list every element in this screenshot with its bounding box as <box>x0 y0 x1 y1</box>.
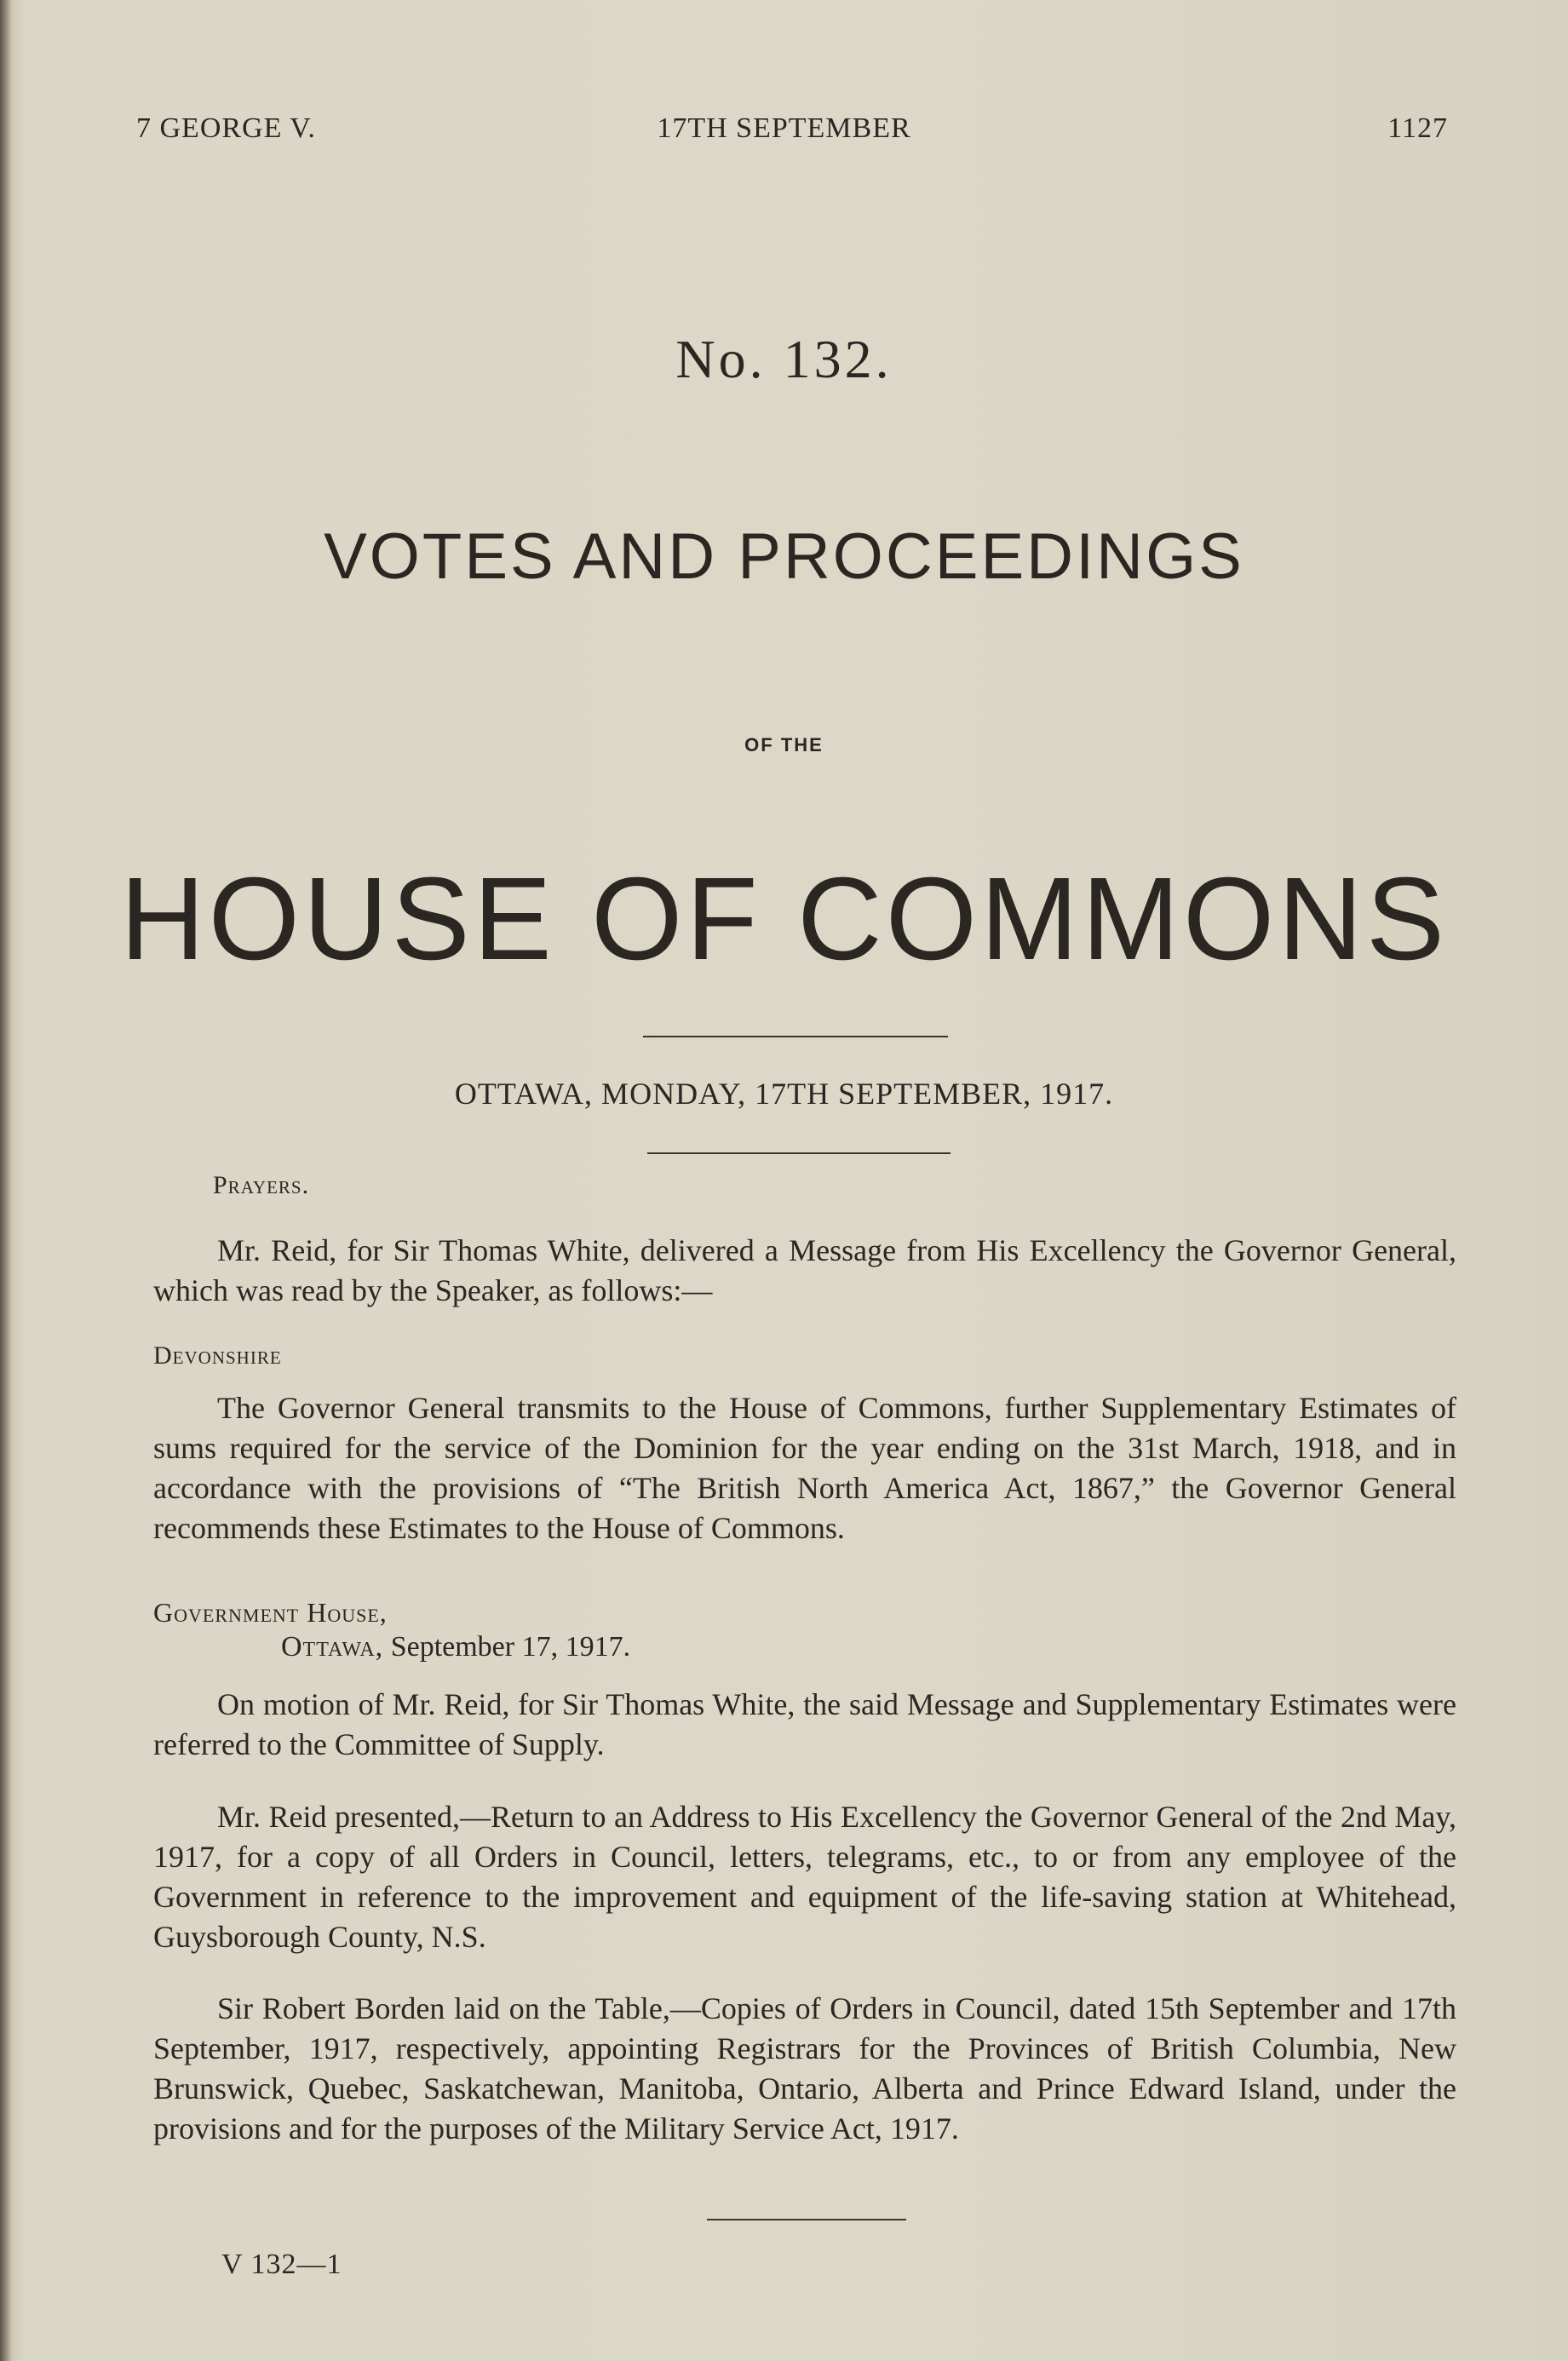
paragraph-orders-in-council: Sir Robert Borden laid on the Table,—Copies of Orders in Council, dated 15th September and 17th September, 1917, respectively, appointing Registrars for the Provinces of British Columbia, New Brunswick, Quebec, Saskatchewan, Manitoba, Ontario, Alberta and Prince Edward Island, under the provisions and for the purposes of the Military Service Act, 1917. <box>153 1991 1456 2146</box>
section-prayers: Prayers. <box>213 1171 310 1199</box>
place-ottawa: Ottawa, <box>281 1631 384 1663</box>
footer-signature-mark: V 132—1 <box>221 2249 342 2280</box>
paragraph-motion-referral: On motion of Mr. Reid, for Sir Thomas White, the said Message and Supplementary Estimates were referred to the Committee of Supply. <box>153 1687 1456 1761</box>
divider-rule <box>643 1036 948 1037</box>
title-house-of-commons: HOUSE OF COMMONS <box>119 853 1449 985</box>
government-house-date <box>281 1631 630 1663</box>
header-regnal-year: 7 GEORGE V. <box>136 112 316 144</box>
signature-devonshire: Devonshire <box>153 1341 282 1370</box>
header-date: 17TH SEPTEMBER <box>657 112 911 144</box>
paragraph-return-presented: Mr. Reid presented,—Return to an Address to His Excellency the Governor General of the 2nd May, 1917, for a copy of all Orders in Council, letters, telegrams, etc., to or from any employee of the Government in reference to the improvement and equipment of the life-saving station at Whitehead, Guysborough County, N.S. <box>153 1800 1456 1954</box>
title-of-the: OF THE <box>744 734 824 755</box>
paragraph-message-text: The Governor General transmits to the House of Commons, further Supplementary Estimates of sums required for the service of the Dominion for the year ending on the 31st March, 1918, and in accordance with the provisions of “The British North America Act, 1867,” the Governor General recommends these Estimates to the House of Commons. <box>153 1391 1456 1545</box>
dateline: OTTAWA, MONDAY, 17TH SEPTEMBER, 1917. <box>454 1077 1114 1111</box>
message-date: September 17, 1917. <box>383 1631 631 1663</box>
page-number: 1127 <box>1387 112 1448 144</box>
issue-number: No. 132. <box>675 329 893 389</box>
divider-rule <box>647 1152 951 1154</box>
paragraph-message-delivered: Mr. Reid, for Sir Thomas White, delivered a Message from His Excellency the Governor General, which was read by the Speaker, as follows:— <box>153 1233 1456 1307</box>
divider-rule <box>707 2219 906 2220</box>
government-house-label: Government House, <box>153 1597 388 1628</box>
title-votes-and-proceedings: VOTES AND PROCEEDINGS <box>324 520 1244 593</box>
